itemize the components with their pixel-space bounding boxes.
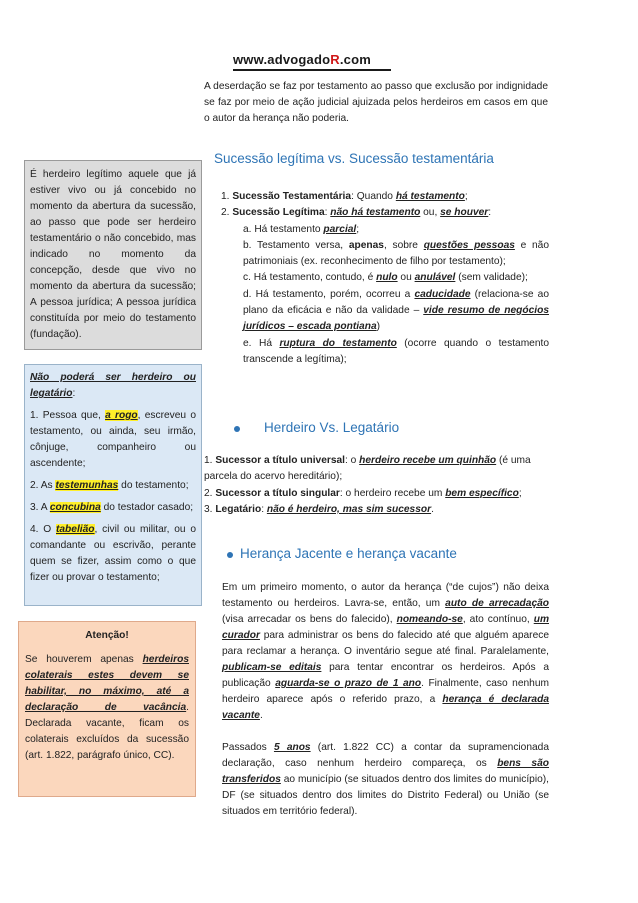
sidebox-item: 2. As testemunhas do testamento; [30,480,189,491]
list-item: 1. Sucessor a título universal: o herdeiro recebe um quinhão (é uma parcela do acervo hereditário); [204,455,531,483]
atencao-title: Atenção! [85,630,129,641]
list-subitem: c. Há testamento, contudo, é nulo ou anulável (sem validade); [243,272,528,284]
section-heading-sucessao: Sucessão legítima vs. Sucessão testamentária [214,151,494,166]
section-heading-heranca: Herança Jacente e herança vacante [240,546,457,561]
sucessao-list [221,189,549,368]
site-logo[interactable] [233,52,371,67]
section-heading-herdeiro: Herdeiro Vs. Legatário [264,420,400,435]
list-item: 1. Sucessão Testamentária: Quando há testamento; [221,191,468,202]
sidebox-item: 3. A concubina do testador casado; [30,502,194,513]
logo-underline [233,69,391,71]
heranca-paragraph-1: Em um primeiro momento, o autor da herança (“de cujos”) não deixa testamento ou herdeiros. Lavra-se, então, um auto de arrecadação (visa arrecadar os bens do falecido), nomeando-se, ato contínuo, um curador para administrar os bens do falecido até que alguém aparece para reclamar a herança. O inventário segue até final. Paralelamente, publicam-se editais para tentar encontrar os herdeiros. Após a publicação aguarda-se o prazo de 1 ano. Finalmente, caso nenhum herdeiro aparece após o referido prazo, a herança é declarada vacante. [222,582,550,721]
sidebox-herdeiro-legitimo [24,160,202,350]
list-item: 3. Legatário: não é herdeiro, mas sim sucessor. [204,503,434,515]
list-subitem: e. Há ruptura do testamento (ocorre quando o testamento transcende a legítima); [243,337,550,365]
sidebox-atencao [18,621,196,797]
list-subitem: d. Há testamento, porém, ocorreu a caducidade (relaciona-se ao plano da eficácia e não da validade – vide resumo de negócios jurídicos – escada pontiana) [243,288,549,333]
list-item: 2. Sucessor a título singular: o herdeiro recebe um bem específico; [204,487,522,499]
logo-prefix: www.advogado [233,52,331,67]
bullet-icon [227,552,233,558]
sidebox-text: É herdeiro legítimo aquele que já estiver vivo ou já concebido no momento da abertura da sucessão, ao passo que pode ser herdeiro testamentário o não concebido, mas indicado no momento da concepção, desde que vivo no momento da abertura da sucessão; A pessoa jurídica; A pessoa jurídica constituída por meio do testamento (fundação). [30,169,196,340]
logo-accent: R [330,52,340,67]
herdeiro-list [204,453,548,518]
list-subitem: a. Há testamento parcial; [243,223,360,235]
atencao-text: Se houverem apenas herdeiros colaterais estes devem se habilitar, no máximo, até a declaração de vacância. Declarada vacante, ficam os colaterais excluídos da sucessão (art. 1.822, parágrafo único, CC). [25,654,189,761]
sidebox-item: 4. O tabelião, civil ou militar, ou o comandante ou escrivão, perante quem se fizer, assim como o que fizer ou provar o testamento; [30,524,196,583]
bullet-icon [234,426,240,432]
sidebox-item: 1. Pessoa que, a rogo, escreveu o testamento, ou ainda, seu irmão, cônjuge, companheiro ou ascendente; [30,410,196,469]
logo-suffix: .com [339,52,372,67]
sidebox-nao-podera [24,364,202,606]
heranca-paragraph-2: Passados 5 anos (art. 1.822 CC) a contar da supramencionada declaração, caso nenhum herdeiro compareça, os bens são transferidos ao município (se situados dentro dos limites do município), DF (se situados dentro dos limites do Distrito Federal) ou União (se situados em território federal). [222,742,550,817]
intro-paragraph: A deserdação se faz por testamento ao passo que exclusão por indignidade se faz por meio de ação judicial ajuizada pelos herdeiros em casos em que o autor da herança não poderia. [204,81,548,124]
sidebox-title: Não poderá ser herdeiro ou legatário: [30,372,196,399]
list-item: 2. Sucessão Legítima: não há testamento ou, se houver: [221,207,492,219]
list-subitem: b. Testamento versa, apenas, sobre questões pessoas e não patrimoniais (ex. reconhecimento de filho por testamento); [243,239,549,268]
